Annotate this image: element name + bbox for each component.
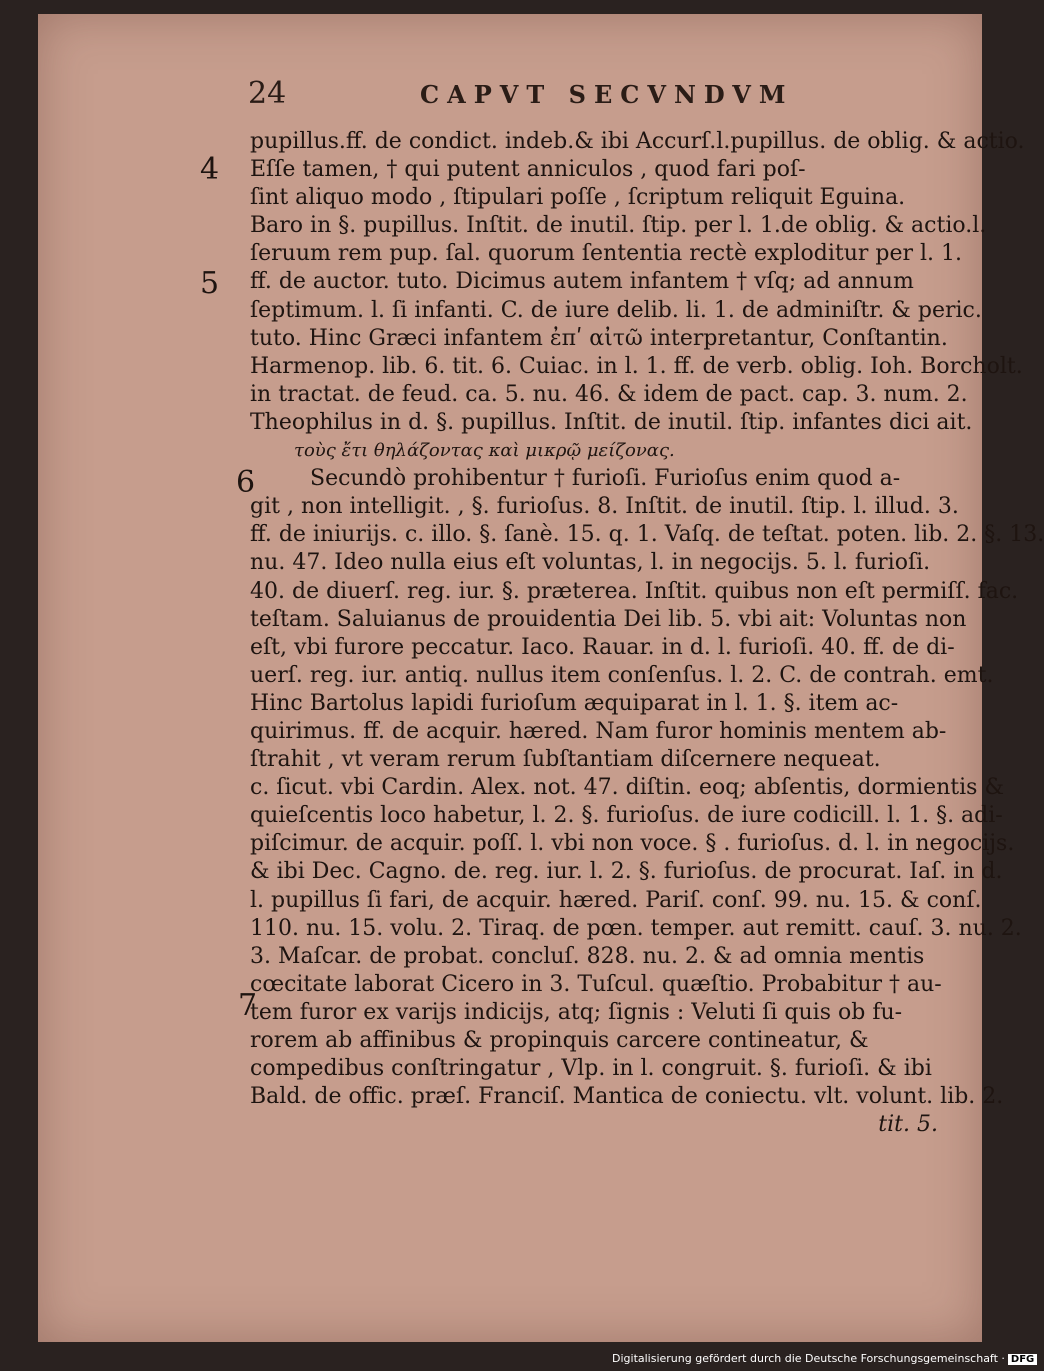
dfg-logo: DFG bbox=[1008, 1354, 1037, 1365]
page-number: 24 bbox=[248, 76, 287, 111]
text-line: Theophilus in d. §. pupillus. Inſtit. de inutil. ſtip. infantes dici ait. bbox=[250, 409, 973, 435]
text-line: 110. nu. 15. volu. 2. Tiraq. de pœn. temper. aut remitt. cauſ. 3. nu. 2. bbox=[250, 915, 1022, 941]
text-line: c. ſicut. vbi Cardin. Alex. not. 47. diſtin. eoq; abſentis, dormientis & bbox=[250, 775, 1005, 801]
text-line: git , non intelligit. , §. furioſus. 8. Inſtit. de inutil. ſtip. l. illud. 3. bbox=[250, 494, 959, 520]
text-line: ſeptimum. l. ſi infanti. C. de iure delib. li. 1. de adminiſtr. & peric. bbox=[250, 297, 982, 323]
text-line: & ibi Dec. Cagno. de. reg. iur. l. 2. §. furioſus. de procurat. Iaſ. in d. bbox=[250, 859, 1003, 885]
text-line: teſtam. Saluianus de prouidentia Dei lib. 5. vbi ait: Voluntas non bbox=[250, 606, 967, 632]
credit-text: Digitalisierung gefördert durch die Deutsche Forschungsgemeinschaft · bbox=[612, 1352, 1005, 1365]
text-line: uerſ. reg. iur. antiq. nullus item conſenſus. l. 2. C. de contrah. emt. bbox=[250, 662, 994, 688]
text-line: Eſſe tamen, † qui putent anniculos , quod fari poſ- bbox=[250, 157, 806, 183]
margin-number: 6 bbox=[236, 465, 256, 500]
margin-number: 7 bbox=[238, 988, 258, 1023]
text-line: Hinc Bartolus lapidi furioſum æquiparat in l. 1. §. item ac- bbox=[250, 690, 899, 716]
text-line: quieſcentis loco habetur, l. 2. §. furioſus. de iure codicill. l. 1. §. adi- bbox=[250, 803, 1003, 829]
margin-number: 5 bbox=[200, 266, 220, 301]
text-line: tit. 5. bbox=[878, 1112, 938, 1138]
text-line: l. pupillus ſi fari, de acquir. hæred. Pariſ. conſ. 99. nu. 15. & conſ. bbox=[250, 887, 982, 913]
text-line: ff. de iniurijs. c. illo. §. ſanè. 15. q. 1. Vaſq. de teſtat. poten. lib. 2. §. 13. bbox=[250, 522, 1044, 548]
text-line: in tractat. de feud. ca. 5. nu. 46. & idem de pact. cap. 3. num. 2. bbox=[250, 381, 968, 407]
text-line: tem furor ex varijs indicijs, atq; ſignis : Veluti ſi quis ob fu- bbox=[250, 999, 903, 1025]
text-line: Secundò prohibentur † furioſi. Furioſus enim quod a- bbox=[310, 466, 901, 492]
text-line: rorem ab affinibus & propinquis carcere contineatur, & bbox=[250, 1028, 869, 1053]
text-line: pupillus.ff. de condict. indeb.& ibi Accurſ.l.pupillus. de oblig. & actio. bbox=[250, 129, 1025, 154]
text-line: quirimus. ff. de acquir. hæred. Nam furor hominis mentem ab- bbox=[250, 718, 947, 744]
text-line: 3. Maſcar. de probat. concluſ. 828. nu. 2. & ad omnia mentis bbox=[250, 943, 925, 969]
text-line: Baro in §. pupillus. Inſtit. de inutil. ſtip. per l. 1.de oblig. & actio.l. bbox=[250, 213, 987, 239]
text-line: eſt, vbi furore peccatur. Iaco. Rauar. in d. l. furioſi. 40. ff. de di- bbox=[250, 634, 955, 660]
body-text bbox=[250, 128, 1044, 1139]
text-line: nu. 47. Ideo nulla eius eſt voluntas, l. in negocijs. 5. l. furioſi. bbox=[250, 550, 931, 576]
text-line: compedibus conſtringatur , Vlp. in l. congruit. §. furioſi. & ibi bbox=[250, 1056, 932, 1082]
text-line: piſcimur. de acquir. poſſ. l. vbi non voce. § . furioſus. d. l. in negocijs. bbox=[250, 831, 1015, 857]
text-line: ſeruum rem pup. ſal. quorum ſententia rectè exploditur per l. 1. bbox=[250, 241, 963, 267]
greek-quote-line: τοὺς ἔτι θηλάζοντας καὶ μικρῷ μείζονας. bbox=[294, 440, 675, 462]
text-line: 40. de diuerſ. reg. iur. §. præterea. Inſtit. quibus non eſt permiſſ. fac. bbox=[250, 578, 1019, 604]
margin-number: 4 bbox=[200, 152, 220, 187]
text-line: ff. de auctor. tuto. Dicimus autem infantem † vſq; ad annum bbox=[250, 269, 914, 295]
text-line: Harmenop. lib. 6. tit. 6. Cuiac. in l. 1. ff. de verb. oblig. Ioh. Borcholt. bbox=[250, 353, 1023, 379]
running-title: CAPVT SECVNDVM bbox=[420, 80, 794, 109]
text-line: tuto. Hinc Græci infantem ἐπʹ αἰτῶ interpretantur, Conſtantin. bbox=[250, 325, 948, 351]
text-line: ſtrahit , vt veram rerum ſubſtantiam diſcernere nequeat. bbox=[250, 747, 881, 773]
text-line: ſint aliquo modo , ſtipulari poſſe , ſcriptum reliquit Eguina. bbox=[250, 185, 906, 211]
text-line: cœcitate laborat Cicero in 3. Tuſcul. quæſtio. Probabitur † au- bbox=[250, 971, 942, 997]
digitization-credit bbox=[612, 1352, 1037, 1365]
text-line: Bald. de offic. præſ. Franciſ. Mantica de coniectu. vlt. volunt. lib. 2. bbox=[250, 1084, 1004, 1110]
